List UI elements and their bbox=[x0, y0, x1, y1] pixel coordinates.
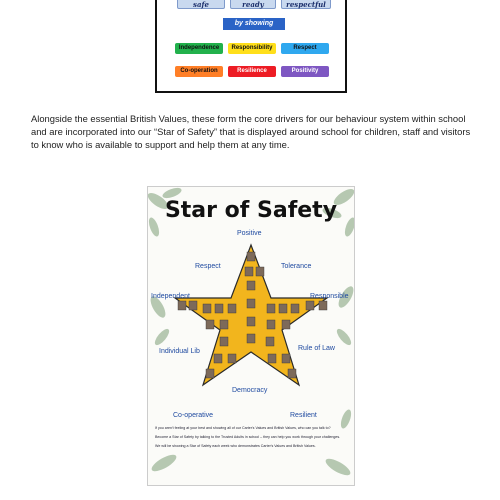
star-of-safety-poster bbox=[147, 186, 355, 486]
values-poster bbox=[155, 0, 347, 93]
badge-resilience: Resilience bbox=[228, 66, 276, 77]
value-safe: safe bbox=[177, 0, 225, 9]
note-line: If you aren't feeling at your best and showing all of our Carter's Values and British Values, who can you talk to? bbox=[155, 426, 331, 430]
value-respectful: respectful bbox=[281, 0, 331, 9]
badge-respect: Respect bbox=[281, 43, 329, 54]
poster-notes bbox=[155, 425, 349, 452]
label-positive: Positive bbox=[237, 230, 262, 237]
badge-responsibility: Responsibility bbox=[228, 43, 276, 54]
note-line: We will be showing a Star of Safety each week who demonstrates Carter's Values and British Values. bbox=[155, 444, 316, 448]
label-democracy: Democracy bbox=[232, 387, 268, 394]
value-ready: ready bbox=[230, 0, 276, 9]
label-responsible: Responsible bbox=[310, 293, 349, 300]
note-line: Become a Star of Safety by talking to the Trusted Adults in school – they can help you work through your challenges. bbox=[155, 435, 341, 439]
by-showing-banner: by showing bbox=[223, 18, 285, 30]
badge-positivity: Positivity bbox=[281, 66, 329, 77]
label-resilient: Resilient bbox=[290, 412, 317, 419]
badge-co-operation: Co-operation bbox=[175, 66, 223, 77]
label-individual-lib: Individual Lib bbox=[159, 348, 200, 355]
label-respect: Respect bbox=[195, 263, 221, 270]
label-rule-of-law: Rule of Law bbox=[298, 345, 335, 352]
badge-independence: Independence bbox=[175, 43, 223, 54]
label-independent: Independent bbox=[151, 293, 190, 300]
label-co-operative: Co-operative bbox=[173, 412, 214, 419]
label-tolerance: Tolerance bbox=[281, 263, 312, 270]
poster-title: Star of Safety bbox=[164, 198, 338, 223]
body-paragraph: Alongside the essential British Values, these form the core drivers for our behaviour system within school and are incorporated into our “Star of Safety” that is displayed around school for children, staff and visitors to know who is available to support and help them at any time. bbox=[31, 113, 471, 150]
